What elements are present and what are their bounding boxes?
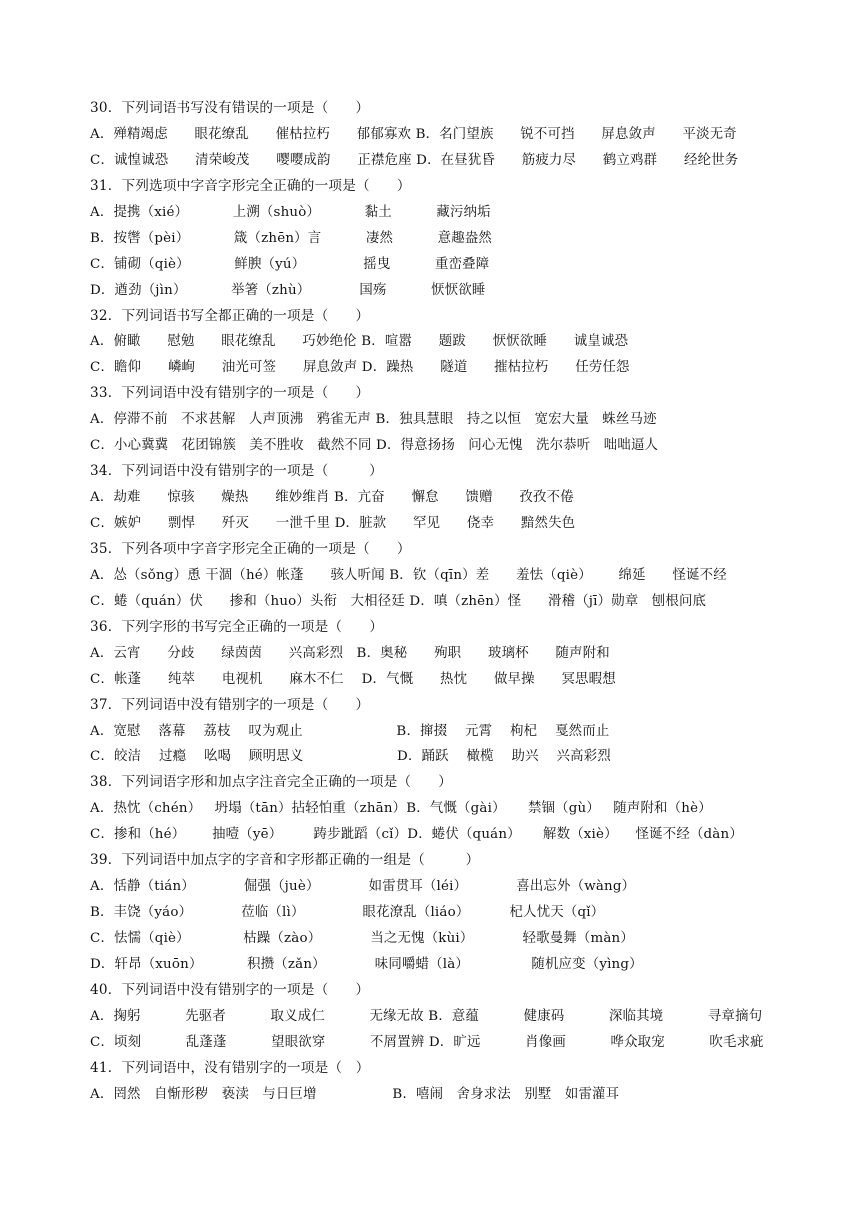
question-33-option-ab: A．停滞不前 不求甚解 人声顶沸 鸦雀无声 B．独具慧眼 持之以恒 宽宏大量 蛛丝马迹 <box>90 412 657 428</box>
question-33-option-cd: C．小心冀冀 花团锦簇 美不胜收 截然不同 D．得意扬扬 问心无愧 洗尔恭听 咄咄逼人 <box>90 438 659 454</box>
question-35-option-cd: C．蜷（quán）伏 掺和（huo）头衔 大相径廷 D．嗔（zhēn）怪 滑稽（jī）勋章 刨根问底 <box>90 593 707 609</box>
question-38-option-ab: A．热忱（chén） 坍塌（tān）拈轻怕重（zhān）B．气慨（gài） 禁锢（gù） 随声附和（hè） <box>90 801 712 817</box>
question-31-option-d: D．遒劲（jìn） 举箸（zhù） 国殇 恹恹欲睡 <box>90 282 486 298</box>
question-30-prompt: 30．下列词语书写没有错误的一项是（ ） <box>90 100 370 116</box>
question-39-prompt: 39．下列词语中加点字的字音和字形都正确的一组是（ ） <box>90 852 480 869</box>
question-41-option-ab: A．罔然 自惭形秽 亵渎 与日巨增 B．嘻闹 舍身求法 别墅 如雷灌耳 <box>90 1086 620 1102</box>
question-36-option-ab: A．云宵 分歧 绿茵茵 兴高彩烈 B．奥秘 殉职 玻璃杯 随声附和 <box>90 645 610 661</box>
question-31-prompt: 31．下列选项中字音字形完全正确的一项是（ ） <box>90 177 411 194</box>
question-38-option-cd: C．掺和（hé） 抽噎（yē） 踌步跐蹈（cǐ）D．蜷伏（quán） 解数（xiè） 怪诞不经（dàn） <box>90 827 743 843</box>
question-39-option-b: B．丰饶（yáo） 莅临（lì） 眼花潦乱（liáo） 杞人忧天（qǐ） <box>90 905 605 921</box>
question-31-option-c: C．铺砌（qiè） 鲜腴（yú） 摇曳 重峦叠障 <box>90 256 490 272</box>
question-33-prompt: 33．下列词语中没有错别字的一项是（ ） <box>90 385 370 402</box>
question-36-prompt: 36．下列字形的书写完全正确的一项是（ ） <box>90 618 384 635</box>
question-37-prompt: 37．下列词语中没有错别字的一项是（ ） <box>90 696 370 713</box>
exam-page <box>90 96 790 1108</box>
question-34-option-cd: C．嫉妒 剽悍 歼灭 一泄千里 D．脏款 罕见 侥幸 黯然失色 <box>90 516 576 531</box>
question-37-option-cd: C．皎洁 过瘾 吆喝 顾明思义 D．踊跃 橄榄 助兴 兴高彩烈 <box>90 749 611 765</box>
question-32-prompt: 32．下列词语书写全都正确的一项是（ ） <box>90 307 370 324</box>
question-30-option-ab: A．殚精竭虑 眼花缭乱 催枯拉朽 郁郁寡欢 B．名门望族 锐不可挡 屏息敛声 平淡无奇 <box>90 126 737 142</box>
question-31-option-a: A．提携（xié） 上溯（shuò） 黏土 藏污纳垢 <box>90 204 491 220</box>
question-31-option-b: B．按辔（pèi） 箴（zhēn）言 凄然 意趣盎然 <box>90 230 493 246</box>
question-30-option-cd: C．诚惶诚恐 清荣峻茂 嘤嘤成韵 正襟危座 D．在昼犹昏 筋疲力尽 鹤立鸡群 经纶世务 <box>90 152 739 168</box>
question-38-prompt: 38．下列词语字形和加点字注音完全正确的一项是（ ） <box>90 774 453 791</box>
question-34-option-ab: A．劫难 惊骇 燥热 维妙维肖 B．亢奋 懈怠 馈赠 孜孜不倦 <box>90 490 574 506</box>
question-39-option-d: D．轩昂（xuōn） 积攒（zǎn） 味同嚼蜡（là） 随机应变（yìng） <box>90 956 643 972</box>
question-32-option-cd: C．瞻仰 嶙峋 油光可签 屏息敛声 D．躁热 隧道 摧枯拉朽 任劳任怨 <box>90 360 630 376</box>
question-32-option-ab: A．俯瞰 慰勉 眼花缭乱 巧妙绝伦 B．喧嚣 题跋 恹恹欲睡 诚皇诚恐 <box>90 334 629 350</box>
question-41-prompt: 41．下列词语中，没有错别字的一项是（ ） <box>90 1059 370 1076</box>
question-40-option-cd: C．顷刻 乱蓬蓬 望眼欲穿 不屑置辨 D．旷远 肖像画 哗众取宠 吹毛求疵 <box>90 1034 764 1050</box>
question-35-prompt: 35．下列各项中字音字形完全正确的一项是（ ） <box>90 540 411 557</box>
question-39-option-a: A．恬静（tián） 倔强（juè） 如雷贯耳（léi） 喜出忘外（wàng） <box>90 879 636 895</box>
question-37-option-ab: A．宽慰 落幕 荔枝 叹为观止 B．撺掇 元霄 枸杞 戛然而止 <box>90 723 610 739</box>
question-40-prompt: 40．下列词语中没有错别字的一项是（ ） <box>90 981 370 998</box>
question-40-option-ab: A．掬躬 先驱者 取义成仁 无缘无故 B．意蕴 健康码 深临其境 寻章摘句 <box>90 1008 763 1024</box>
question-36-option-cd: C．帐蓬 纯萃 电视机 麻木不仁 D．气慨 热忱 做早操 冥思暇想 <box>90 671 616 687</box>
question-39-option-c: C．怯懦（qiè） 枯躁（zào） 当之无愧（kùi） 轻歌曼舞（màn） <box>90 931 634 946</box>
question-35-option-ab: A．怂（sǒng）恿 干涸（hé）帐蓬 骇人听闻 B．钦（qīn）差 羞怯（qiè） 绵延 怪诞不经 <box>90 567 727 583</box>
question-34-prompt: 34．下列词语中没有错别字的一项是（ ） <box>90 463 383 480</box>
